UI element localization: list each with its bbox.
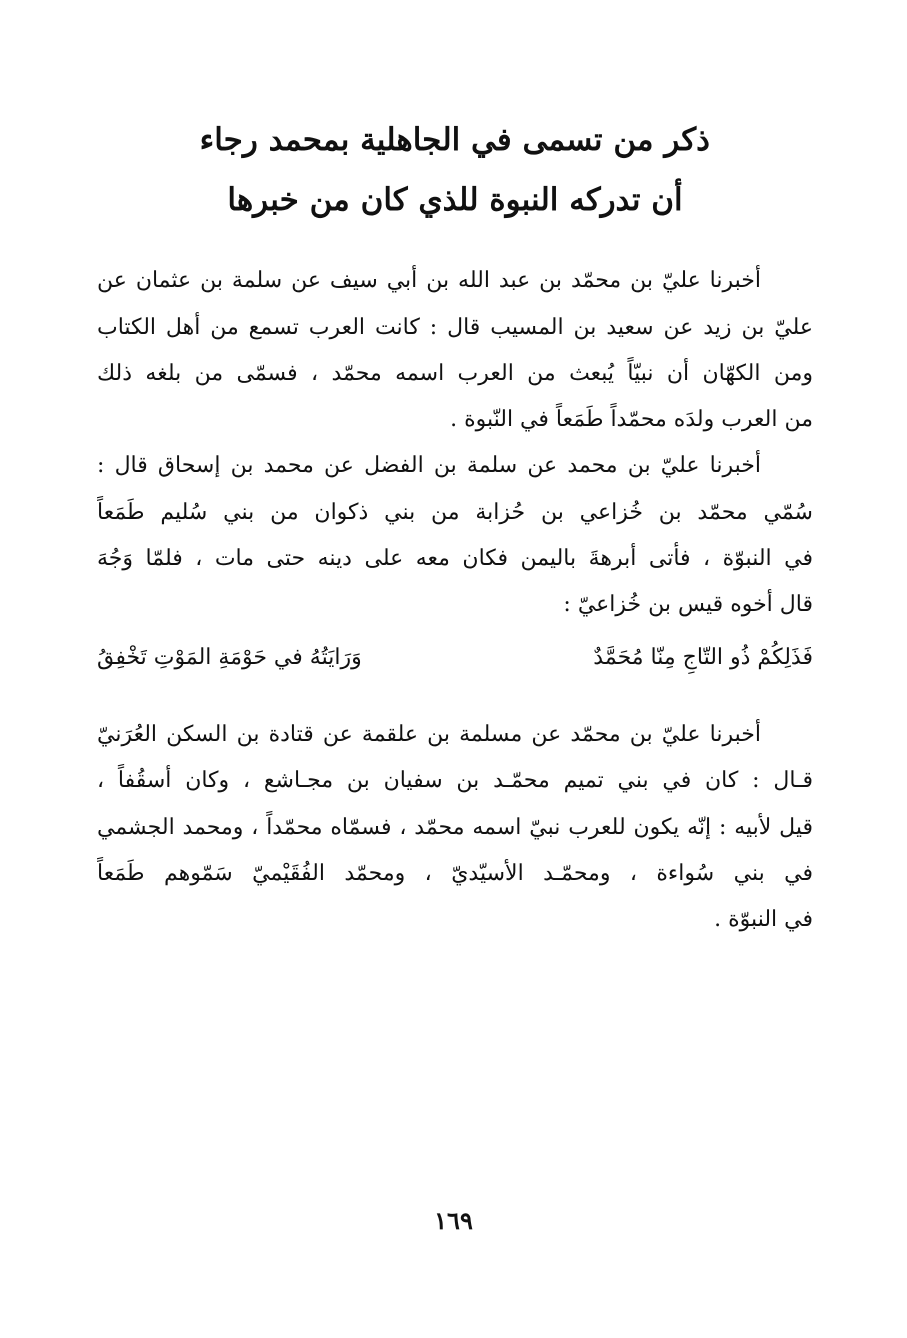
paragraph-1-line-1: أخبرنا عليّ بن محمّد بن عبد الله بن أبي سيف عن سلمة بن عثمان عن — [97, 268, 761, 293]
paragraph-3-line-2: قـال : كان في بني تميم محمّـد بن سفيان بن مجـاشع ، وكان أسقُفاً ، — [97, 768, 813, 793]
paragraph-2-line-1: أخبرنا عليّ بن محمد عن سلمة بن الفضل عن محمد بن إسحاق قال : — [97, 453, 761, 478]
paragraph-2-line-4: قال أخوه قيس بن خُزاعيّ : — [563, 592, 813, 617]
page-number: ١٦٩ — [434, 1206, 473, 1235]
paragraph-2-line-3: في النبوّة ، فأتى أبرهةَ باليمن فكان معه على دينه حتى مات ، فلمّا وَجُهَ — [97, 546, 813, 571]
chapter-title-line-1: ذكر من تسمى في الجاهلية بمحمد رجاء — [199, 122, 710, 158]
paragraph-2-line-2: سُمّي محمّد بن خُزاعي بن حُزابة من بني ذكوان من بني سُليم طَمَعاً — [97, 500, 813, 525]
paragraph-3-line-3: قيل لأبيه : إنّه يكون للعرب نبيّ اسمه محمّد ، فسمّاه محمّداً ، ومحمد الجشمي — [97, 815, 813, 840]
poetry-verse — [97, 638, 813, 678]
chapter-title-line-2: أن تدركه النبوة للذي كان من خبرها — [227, 182, 683, 218]
paragraph-3-line-4: في بني سُواءة ، ومحمّـد الأسيّديّ ، ومحمّد الفُقَيْميّ سَمّوهم طَمَعاً — [97, 861, 813, 886]
verse-second-hemistich: وَرَايَتُهُ في حَوْمَةِ المَوْتِ تَخْفِقُ — [97, 645, 362, 670]
verse-first-hemistich: فَذَلِكُمْ ذُو التّاجِ مِنّا مُحَمَّدٌ — [593, 645, 813, 670]
paragraph-1-line-2: عليّ بن زيد عن سعيد بن المسيب قال : كانت العرب تسمع من أهل الكتاب — [97, 315, 813, 340]
paragraph-3-line-1: أخبرنا عليّ بن محمّد عن مسلمة بن علقمة عن قتادة بن السكن العُرَنيّ — [97, 722, 761, 747]
paragraph-3-line-5: في النبوّة . — [714, 907, 813, 932]
paragraph-1-line-3: ومن الكهّان أن نبيّاً يُبعث من العرب اسمه محمّد ، فسمّى من بلغه ذلك — [97, 361, 813, 386]
paragraph-1-line-4: من العرب ولدَه محمّداً طَمَعاً في النّبوة . — [450, 407, 813, 432]
